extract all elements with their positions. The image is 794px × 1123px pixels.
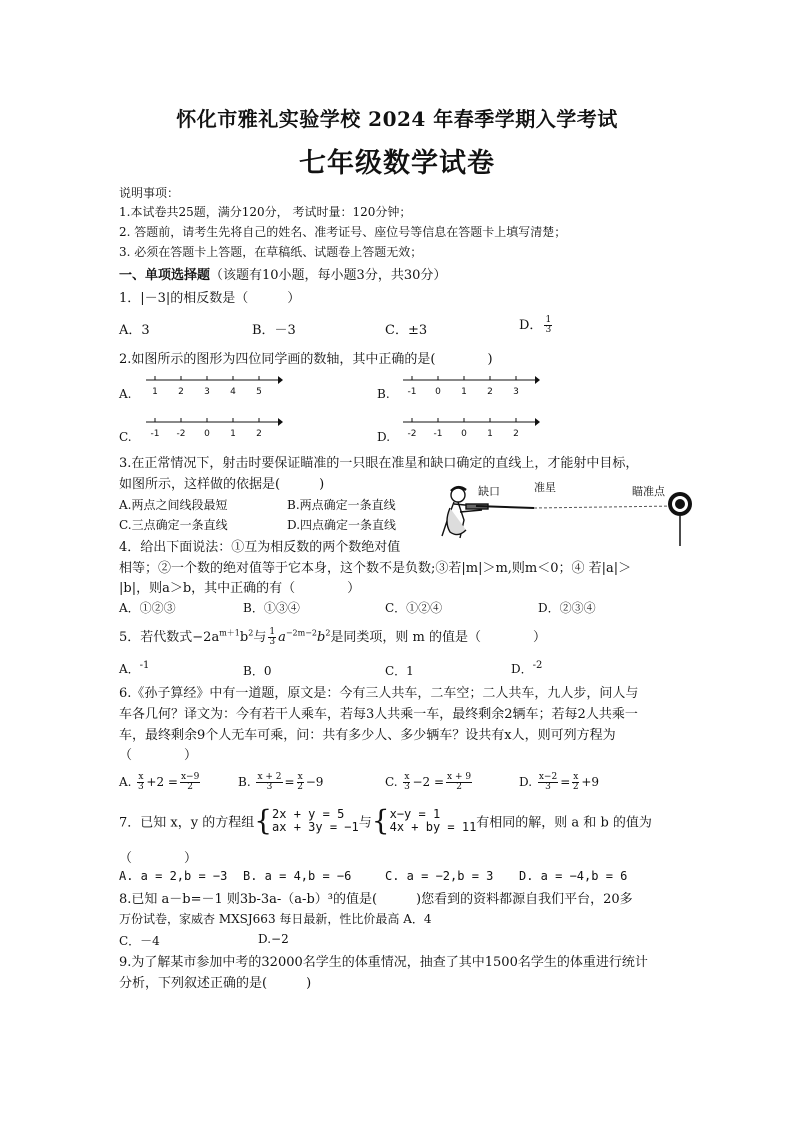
number-line-a-tick-label: 5: [256, 387, 262, 397]
note-2: 2. 答题前，请考生先将自己的姓名、准考证号、座位号等信息在答题卡上填写清楚；: [119, 225, 567, 239]
q3-option-c: C.三点确定一条直线: [119, 518, 228, 532]
q6-d-frac1-den: 3: [545, 782, 551, 792]
q5-option-d: [511, 660, 542, 677]
q2-option-d: D.: [377, 430, 391, 444]
q6-a-label: A.: [119, 775, 132, 789]
number-line-c-tick-label: -1: [150, 429, 160, 439]
number-line-d-tick-label: -1: [433, 429, 443, 439]
q8-option-d: D.−2: [258, 932, 289, 946]
q4-option-d: D．②③④: [538, 601, 596, 615]
label-notch: 缺口: [478, 485, 500, 498]
q2-stem: 2.如图所示的图形为四位同学画的数轴，其中正确的是( ): [119, 352, 493, 367]
q7-sys2-eq2: 4x + by = 11: [389, 820, 477, 834]
number-line-d-tick-label: 1: [487, 429, 493, 439]
q6-b-frac2-num: x: [297, 772, 303, 782]
q4-option-c: C．①②④: [385, 601, 443, 615]
q9-line-2: 分析，下列叙述正确的是( ): [119, 976, 312, 991]
q2-option-c: C.: [119, 430, 132, 444]
q6-c-label: C.: [385, 775, 398, 789]
q6-option-a: [119, 773, 202, 792]
q6-d-frac2-den: 2: [572, 782, 579, 792]
q4-option-b: B．①③④: [243, 601, 300, 615]
q7-system-1: [272, 808, 359, 834]
q1-option-d: [519, 314, 554, 335]
label-aim-point: 瞄准点: [632, 485, 665, 498]
number-line-b: [400, 372, 540, 398]
note-3: 3. 必须在答题卡上答题，在草稿纸、试题卷上答题无效；: [119, 245, 423, 259]
q6-c-frac1-den: 3: [404, 782, 410, 792]
q7-stem-prefix: 7．已知 x，y 的方程组: [119, 815, 255, 831]
q9-line-1: 9.为了解某市参加中考的32000名学生的体重情况，抽查了其中1500名学生的体重进行统计: [119, 955, 648, 970]
q8-line-2: 万份试卷，家威杏 MXSJ663 每日最新，性比价最高 A．4: [119, 912, 432, 926]
q4-line-2: 相等；②一个数的绝对值等于它本身，这个数不是负数;③若|m|＞m,则m＜0；④ 若|a|＞: [119, 561, 632, 576]
number-line-d-tick-label: 2: [513, 429, 519, 439]
q7-stem-suffix: 有相同的解，则 a 和 b 的值为: [476, 815, 652, 831]
q5-term-1: −2a: [192, 630, 220, 645]
q3-line-2: 如图所示，这样做的依据是( ): [119, 477, 325, 492]
q6-c-frac2-den: 2: [456, 782, 462, 792]
number-line-d-tick-label: -2: [407, 429, 417, 439]
school-exam-title: 怀化市雅礼实验学校 2024 年春季学期入学考试: [176, 107, 618, 131]
q5-option-a: [119, 660, 149, 677]
number-line-d-tick-label: 0: [461, 429, 467, 439]
q6-b-frac1-num: x + 2: [257, 772, 282, 782]
q7-option-d: D. a = −4,b = 6: [519, 869, 628, 883]
q1-stem: 1．|－3|的相反数是（ ）: [119, 291, 301, 306]
q6-b-label: B.: [238, 775, 251, 789]
section-heading: [119, 264, 446, 283]
q3-line-1: 3.在正常情况下，射击时要保证瞄准的一只眼在准星和缺口确定的直线上，才能射中目标，: [119, 456, 639, 471]
q6-c-frac1-num: x: [404, 772, 410, 782]
number-line-a-tick-label: 3: [204, 387, 210, 397]
q1-option-d-label: D．: [519, 318, 543, 333]
q5-stem: [119, 626, 546, 647]
q1-d-numerator: 1: [545, 315, 552, 325]
q3-option-b: B.两点确定一条直线: [287, 498, 396, 512]
q5-term-2: a: [278, 630, 286, 645]
q6-d-frac1-num: x−2: [538, 772, 558, 782]
shooting-figure: [436, 478, 698, 548]
q5-option-a-value: -1: [139, 660, 150, 671]
q6-line-1: 6.《孙子算经》中有一道题，原文是：今有三人共车，二车空；二人共车，九人步，问人与: [119, 686, 639, 701]
q6-c-mid: −2 =: [412, 775, 445, 789]
number-line-a-tick-label: 2: [178, 387, 184, 397]
q6-d-mid: =: [560, 775, 571, 789]
q4-line-3: |b|，则a＞b，其中正确的有（ ）: [119, 581, 361, 596]
number-line-c-tick-label: -2: [176, 429, 186, 439]
q3-option-d: D.四点确定一条直线: [287, 518, 397, 532]
q6-b-frac2-den: 2: [297, 782, 304, 792]
q4-option-a: A．①②③: [119, 601, 176, 615]
q6-a-mid: +2 =: [146, 775, 178, 789]
q2-option-a: A.: [119, 387, 132, 401]
q5-with: 与: [253, 630, 267, 645]
number-line-c-tick-label: 0: [204, 429, 210, 439]
q5-term-2-b: b: [317, 630, 326, 645]
q6-option-b: [238, 773, 323, 792]
q5-option-d-label: D．: [511, 662, 533, 676]
q5-term-2-b-exp: 2: [325, 628, 331, 638]
q5-option-c: C．1: [385, 664, 414, 678]
q6-a-frac2-num: x−9: [180, 772, 200, 782]
q5-term-1-b: b: [239, 630, 249, 645]
q7-sys1-eq1: 2x + y = 5: [272, 807, 345, 821]
q5-term-2-exp: −2m−2: [285, 628, 317, 638]
q6-option-c: [385, 773, 474, 792]
q6-a-frac1-den: 3: [137, 782, 144, 792]
q6-line-2: 车各几何？译文为：今有若干人乘车，若每3人共乘一车，最终剩余2辆车；若每2人共乘一: [119, 707, 638, 722]
q5-option-d-value: -2: [532, 660, 543, 671]
q6-b-tail: −9: [305, 775, 324, 789]
q5-option-b: B．0: [243, 664, 272, 678]
number-line-b-tick-label: 3: [513, 387, 519, 397]
q7-sys2-eq1: x−y = 1: [389, 807, 441, 821]
number-line-b-tick-label: 1: [461, 387, 467, 397]
q6-line-4: （ ）: [119, 748, 198, 763]
number-line-c-tick-label: 1: [230, 429, 236, 439]
q6-d-frac2-num: x: [573, 772, 579, 782]
number-line-c: [143, 414, 283, 440]
q7-option-b: B. a = 4,b = −6: [243, 869, 352, 883]
note-1: 1.本试卷共25题，满分120分， 考试时量：120分钟；: [119, 205, 412, 219]
q7-option-a: A. a = 2,b = −3: [119, 869, 228, 883]
number-line-a-tick-label: 1: [152, 387, 158, 397]
q1-option-b: B．－3: [252, 323, 296, 338]
number-line-a-tick-label: 4: [230, 387, 236, 397]
q5-frac-num: 1: [269, 627, 276, 637]
q1-d-denominator: 3: [545, 325, 552, 335]
sight-line: [534, 506, 676, 508]
q5-stem-suffix: 是同类项，则 m 的值是（ ）: [330, 630, 547, 645]
q8-line-1: 8.已知 a－b=－1 则3b-3a-（a-b）³的值是( )您看到的资料都源自我们平台，20多: [119, 892, 633, 907]
q4-line-1: 4．给出下面说法：①互为相反数的两个数绝对值: [119, 540, 401, 555]
q7-system-2: [390, 808, 477, 834]
section-description: （该题有10小题，每小题3分，共30分）: [210, 268, 447, 283]
q6-d-label: D.: [519, 775, 533, 789]
q6-c-frac2-num: x + 9: [447, 772, 472, 782]
q7-paren: （ ）: [119, 851, 198, 866]
q2-option-b: B.: [377, 387, 390, 401]
q6-option-d: [519, 773, 599, 792]
number-line-c-tick-label: 2: [256, 429, 262, 439]
q6-a-frac1-num: x: [138, 772, 144, 782]
section-label: 一、单项选择题: [119, 268, 211, 283]
number-line-b-tick-label: -1: [407, 387, 417, 397]
q5-term-1-exp: m＋1: [219, 628, 240, 638]
q7-option-c: C. a = −2,b = 3: [385, 869, 494, 883]
q5-term-1-b-exp: 2: [248, 628, 254, 638]
q7-brace-1: {: [254, 804, 273, 837]
number-line-a: [143, 372, 283, 398]
number-line-b-tick-label: 0: [435, 387, 441, 397]
q5-frac-den: 3: [269, 637, 276, 647]
q1-option-a: A．3: [119, 323, 150, 338]
number-line-d: [400, 414, 540, 440]
q3-option-a: A.两点之间线段最短: [119, 498, 228, 512]
q6-b-mid: =: [284, 775, 295, 789]
label-front-sight: 准星: [534, 481, 556, 494]
q6-a-frac2-den: 2: [187, 782, 193, 792]
q5-option-a-label: A．: [119, 662, 140, 676]
q8-option-c: C．－4: [119, 934, 160, 948]
q7-with: 与: [358, 815, 372, 831]
number-line-b-tick-label: 2: [487, 387, 493, 397]
notes-heading: 说明事项：: [119, 186, 180, 200]
q6-line-3: 车，最终剩余9个人无车可乘，问：共有多少人、多少辆车？设共有x人，则可列方程为: [119, 728, 616, 743]
target-icon: [668, 492, 692, 546]
q7-brace-2: {: [371, 804, 390, 837]
q5-stem-prefix: 5．若代数式: [119, 630, 193, 645]
q7-stem: [119, 804, 652, 837]
exam-subject-title: 七年级数学试卷: [299, 148, 495, 179]
q6-b-frac1-den: 3: [266, 782, 273, 792]
q7-sys1-eq2: ax + 3y = −1: [272, 820, 359, 834]
q6-d-tail: +9: [581, 775, 600, 789]
q1-option-c: C．±3: [385, 323, 428, 338]
